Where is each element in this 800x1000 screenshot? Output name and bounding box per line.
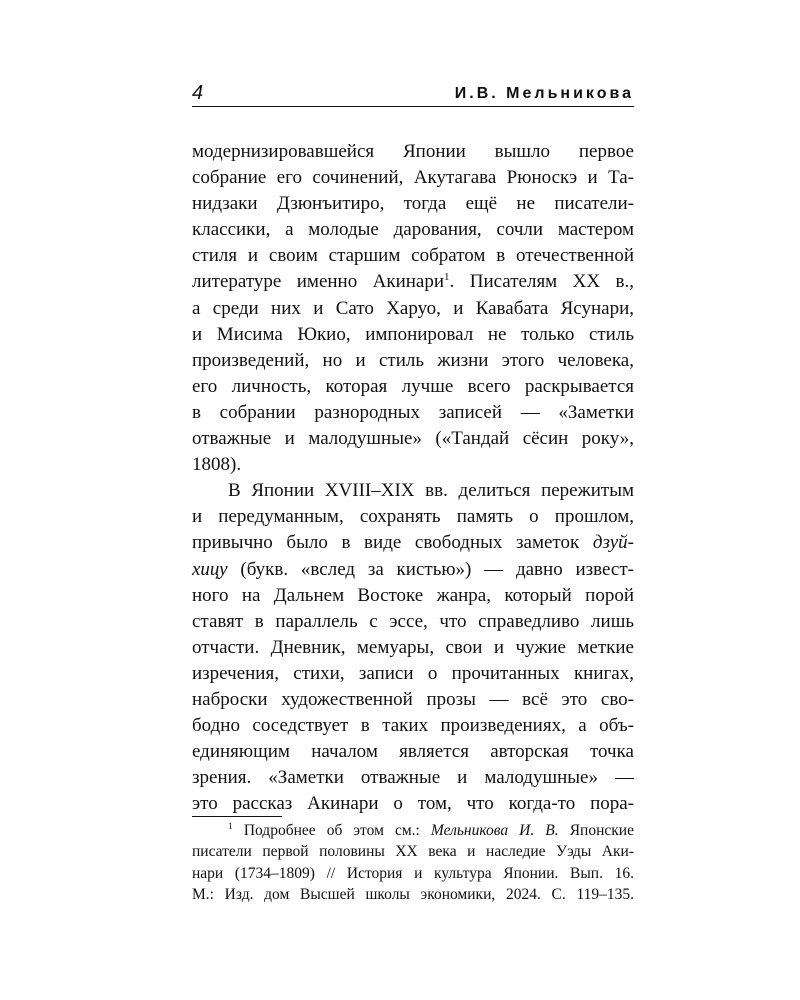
footnote-marker: 1 bbox=[228, 822, 233, 832]
text-line: зрения. «Заметки отважные и малодушные» — bbox=[192, 767, 634, 789]
italic-term: хицу bbox=[192, 558, 228, 580]
main-text bbox=[192, 139, 634, 817]
text-line: бодно соседствует в таких произведениях, а объ- bbox=[192, 715, 634, 737]
text-line: собрание его сочинений, Акутагава Рюноскэ и Та- bbox=[192, 167, 634, 189]
text-line: В Японии XVIII–XIX вв. делиться пережитым bbox=[228, 480, 634, 502]
text-line: произведений, но и стиль жизни этого человека, bbox=[192, 349, 634, 371]
text-segment: Подробнее об этом см.: bbox=[232, 822, 431, 839]
footnote-line: М.: Изд. дом Высшей школы экономики, 2024. С. 119–135. bbox=[192, 885, 634, 903]
text-line: единяющим началом является авторская точка bbox=[192, 741, 634, 763]
text-segment: . Писателям XX в., bbox=[449, 271, 634, 293]
text-segment: (букв. «вслед за кистью») — давно извест- bbox=[227, 558, 634, 580]
text-segment: Японские bbox=[558, 822, 634, 839]
text-line: наброски художественной прозы — всё это сво- bbox=[192, 688, 634, 710]
running-head-author: И.В. Мельникова bbox=[454, 85, 634, 102]
footnote-line bbox=[192, 820, 634, 841]
italic-term: дзуй- bbox=[592, 532, 634, 554]
text-line: ного на Дальнем Востоке жанра, который порой bbox=[192, 584, 634, 606]
footnote-line: нари (1734–1809) // История и культура Японии. Вып. 16. bbox=[192, 864, 634, 882]
text-line: это рассказ Акинари о том, что когда-то пора- bbox=[192, 793, 634, 815]
text-segment: привычно было в виде свободных заметок bbox=[192, 532, 593, 554]
text-line: ставят в параллель с эссе, что справедливо лишь bbox=[192, 610, 634, 632]
text-line bbox=[192, 530, 634, 556]
footnote-line: писатели первой половины XX века и наследие Уэды Аки- bbox=[192, 843, 634, 861]
footnote bbox=[192, 820, 634, 905]
text-segment: литературе именно Акинари bbox=[192, 271, 445, 293]
header-rule bbox=[192, 106, 634, 107]
footnote-author: Мельникова И. В. bbox=[430, 822, 559, 839]
text-line: стиля и своим старшим собратом в отечественной bbox=[192, 245, 634, 267]
text-line bbox=[192, 557, 634, 583]
text-line: нидзаки Дзюнъитиро, тогда ещё не писатели- bbox=[192, 193, 634, 215]
text-line: модернизировавшейся Японии вышло первое bbox=[192, 141, 634, 162]
text-line: а среди них и Сато Харуо, и Кавабата Ясунари, bbox=[192, 297, 634, 319]
text-line: и передуманным, сохранять память о прошлом, bbox=[192, 506, 634, 528]
page-number: 4 bbox=[192, 82, 204, 104]
text-line: отважные и малодушные» («Тандай сёсин року», bbox=[192, 428, 634, 450]
text-line: в собрании разнородных записей — «Заметки bbox=[192, 401, 634, 423]
footnote-reference: 1 bbox=[444, 271, 450, 284]
text-line: и Мисима Юкио, импонировал не только стиль bbox=[192, 323, 634, 345]
text-line: отчасти. Дневник, мемуары, свои и чужие меткие bbox=[192, 636, 634, 658]
text-line: классики, а молодые дарования, сочли мастером bbox=[192, 219, 634, 241]
text-line bbox=[192, 269, 634, 295]
page-header bbox=[192, 82, 634, 108]
text-line: 1808). bbox=[192, 454, 242, 476]
text-line: его личность, которая лучше всего раскрывается bbox=[192, 375, 634, 397]
text-line: изречения, стихи, записи о прочитанных книгах, bbox=[192, 662, 634, 684]
footnote-rule bbox=[192, 816, 282, 817]
